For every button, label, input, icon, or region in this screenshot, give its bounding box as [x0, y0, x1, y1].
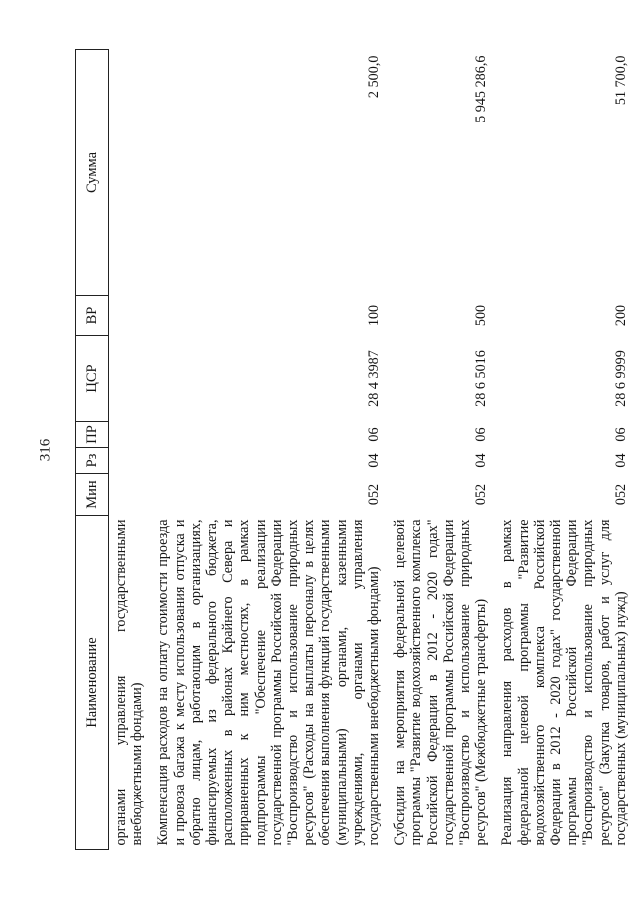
budget-table: [75, 49, 635, 850]
table-row: [495, 50, 635, 850]
row-subsection: 06: [473, 427, 490, 442]
header-amount: Сумма: [76, 50, 109, 296]
header-name: Наименование: [76, 516, 109, 850]
page-number: 316: [37, 438, 54, 462]
header-ministry: Мин: [76, 474, 109, 516]
header-expense-type: ВР: [76, 296, 109, 336]
row-ministry: 052: [366, 483, 383, 506]
row-section: [109, 448, 152, 474]
row-target-article: 28 6 5016: [473, 350, 490, 407]
table-row: [151, 50, 388, 850]
row-name: Компенсация расходов на оплату стоимости проезда и провоза багажа к месту использования отпуска и обратно лицам, работающим в организациях, финансируемых из федерального бюджета, расположенных в районах Крайнего Севера и приравненных к ним местностях, в рамках подпрограммы "Обеспечение реализации государственной программы Российской Федерации "Воспроизводство и использование природных ресурсов" (Расходы на выплаты персоналу в целях обеспечения выполнения функций государственными (муниципальными) органами, казенными учреждениями, органами управления государственными внебюджетными фондами): [155, 519, 383, 846]
row-subsection: [109, 422, 152, 448]
row-target-article: [109, 336, 152, 422]
table-row: [109, 50, 152, 850]
row-ministry: [109, 474, 152, 516]
row-name: Субсидии на мероприятия федеральной целевой программы "Развитие водохозяйственного комплекса Российской Федерации в 2012 - 2020 годах" государственной программы Российской Федерации "Воспроизводство и использование природных ресурсов" (Межбюджетные трансферты): [392, 519, 490, 846]
row-amount: 51 700,0: [612, 55, 629, 106]
row-expense-type: 200: [612, 304, 629, 327]
row-name: Реализация направления расходов в рамках федеральной целевой программы "Развитие водохозяйственного комплекса Российской Федерации в 2012 - 2020 годах" государственной программы Российской Федерации "Воспроизводство и использование природных ресурсов" (Закупка товаров, работ и услуг для государственных (муниципальных) нужд): [499, 519, 629, 846]
row-target-article: 28 4 3987: [366, 350, 383, 407]
header-section: Рз: [76, 448, 109, 474]
rotated-page-content: [75, 50, 629, 850]
header-target-article: ЦСР: [76, 336, 109, 422]
row-ministry: 052: [473, 483, 490, 506]
header-subsection: ПР: [76, 422, 109, 448]
row-section: 04: [366, 453, 383, 468]
row-expense-type: 100: [366, 304, 383, 327]
row-subsection: 06: [612, 427, 629, 442]
row-amount: 2 500,0: [366, 55, 383, 99]
row-amount: 5 945 286,6: [473, 55, 490, 123]
row-subsection: 06: [366, 427, 383, 442]
table-header-row: [76, 50, 109, 850]
row-amount: [109, 50, 152, 296]
row-name: органами управления государственными внебюджетными фондами): [113, 519, 146, 846]
table-row: [388, 50, 495, 850]
row-section: 04: [612, 453, 629, 468]
row-expense-type: 500: [473, 304, 490, 327]
row-ministry: 052: [612, 483, 629, 506]
row-section: 04: [473, 453, 490, 468]
row-expense-type: [109, 296, 152, 336]
row-target-article: 28 6 9999: [612, 350, 629, 407]
